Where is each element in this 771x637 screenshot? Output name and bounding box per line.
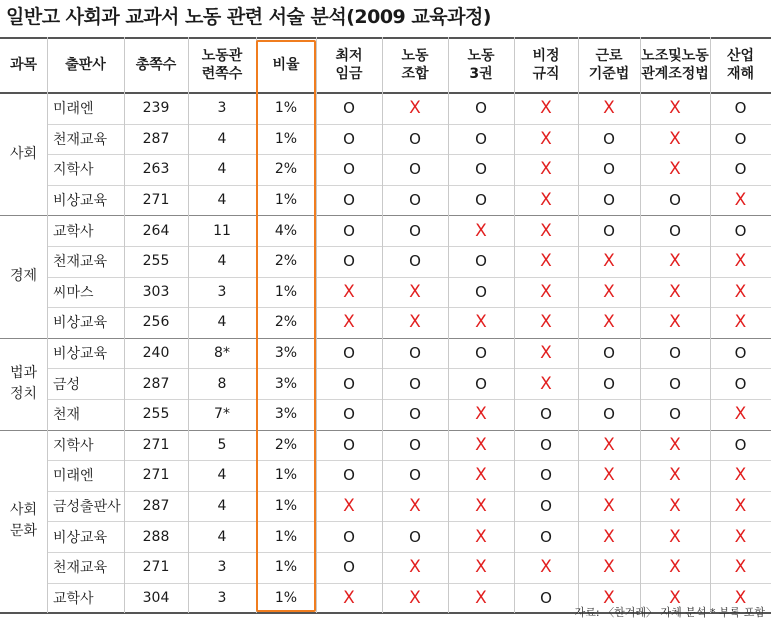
cell-publisher: 금성출판사: [53, 499, 121, 516]
header-line: 규직: [532, 66, 560, 82]
cell-labor-pages: 4: [217, 130, 227, 147]
x-mark: X: [475, 465, 487, 486]
cell-ratio: 1%: [274, 100, 298, 117]
o-mark: O: [669, 374, 681, 393]
cell-publisher: 교학사: [53, 590, 94, 607]
cell-total-pages: 287: [142, 130, 170, 147]
header-labor-union: [382, 37, 448, 93]
cell-ratio: 1%: [274, 467, 298, 484]
column-divider: [47, 37, 48, 613]
o-mark: O: [409, 527, 421, 546]
group-rule: [0, 338, 771, 339]
o-mark: O: [343, 160, 355, 179]
cell-total-pages: 303: [142, 283, 170, 300]
header-line: 노동관: [201, 48, 243, 64]
cell-publisher: 교학사: [53, 223, 94, 240]
header-rule: [0, 92, 771, 94]
cell-labor-pages: 8*: [214, 345, 230, 362]
x-mark: X: [603, 526, 615, 547]
o-mark: O: [343, 435, 355, 454]
cell-publisher: 지학사: [53, 162, 94, 179]
x-mark: X: [540, 98, 552, 119]
x-mark: X: [540, 343, 552, 364]
cell-labor-pages: 4: [217, 528, 227, 545]
cell-total-pages: 255: [142, 406, 170, 423]
o-mark: O: [409, 129, 421, 148]
header-line: 근로: [595, 48, 623, 64]
cell-total-pages: 255: [142, 253, 170, 270]
x-mark: X: [603, 434, 615, 455]
header-union-act: [640, 37, 710, 93]
x-mark: X: [669, 128, 681, 149]
o-mark: O: [475, 344, 487, 363]
column-divider: [514, 37, 515, 613]
o-mark: O: [409, 221, 421, 240]
subject-cell: [0, 215, 47, 337]
column-divider: [124, 37, 125, 613]
cell-ratio: 2%: [274, 253, 298, 270]
x-mark: X: [409, 557, 421, 578]
cell-ratio: 1%: [274, 589, 298, 606]
cell-total-pages: 240: [142, 345, 170, 362]
cell-publisher: 지학사: [53, 437, 94, 454]
o-mark: O: [409, 374, 421, 393]
cell-total-pages: 271: [142, 192, 170, 209]
header-line: 노동: [401, 48, 429, 64]
header-subject: [0, 37, 47, 93]
x-mark: X: [669, 496, 681, 517]
column-divider: [448, 37, 449, 613]
cell-publisher: 금성: [53, 376, 81, 393]
o-mark: O: [669, 344, 681, 363]
cell-total-pages: 264: [142, 222, 170, 239]
cell-publisher: 미래엔: [53, 101, 94, 118]
x-mark: X: [603, 312, 615, 333]
cell-ratio: 1%: [274, 528, 298, 545]
ratio-column-highlight: [256, 40, 316, 612]
o-mark: O: [603, 344, 615, 363]
header-line: 기준법: [588, 66, 630, 82]
x-mark: X: [475, 526, 487, 547]
x-mark: X: [734, 557, 747, 578]
o-mark: O: [734, 221, 747, 240]
o-mark: O: [540, 497, 552, 516]
cell-ratio: 2%: [274, 436, 298, 453]
header-line: 비율: [272, 57, 300, 73]
cell-publisher: 미래엔: [53, 468, 94, 485]
x-mark: X: [475, 220, 487, 241]
x-mark: X: [734, 404, 747, 425]
column-divider: [710, 37, 711, 613]
o-mark: O: [409, 252, 421, 271]
x-mark: X: [669, 526, 681, 547]
x-mark: X: [734, 312, 747, 333]
x-mark: X: [540, 159, 552, 180]
o-mark: O: [343, 191, 355, 210]
subject-line: 정치: [9, 385, 38, 402]
cell-ratio: 1%: [274, 192, 298, 209]
cell-ratio: 1%: [274, 283, 298, 300]
o-mark: O: [343, 129, 355, 148]
subject-cell: [0, 93, 47, 215]
o-mark: O: [540, 527, 552, 546]
x-mark: X: [734, 465, 747, 486]
cell-total-pages: 263: [142, 161, 170, 178]
x-mark: X: [603, 465, 615, 486]
o-mark: O: [409, 160, 421, 179]
cell-publisher: 천재교육: [53, 254, 108, 271]
o-mark: O: [475, 129, 487, 148]
o-mark: O: [343, 344, 355, 363]
x-mark: X: [540, 220, 552, 241]
cell-publisher: 천재교육: [53, 560, 108, 577]
cell-ratio: 1%: [274, 130, 298, 147]
o-mark: O: [343, 374, 355, 393]
cell-labor-pages: 8: [217, 375, 227, 392]
x-mark: X: [734, 496, 747, 517]
cell-ratio: 3%: [274, 345, 298, 362]
o-mark: O: [603, 129, 615, 148]
header-line: 총쪽수: [135, 57, 177, 73]
cell-ratio: 1%: [274, 498, 298, 515]
x-mark: X: [734, 281, 747, 302]
source-note: 자료: 〈한겨레〉 자체 분석 * 부록 포함: [574, 606, 765, 619]
header-line: 재해: [726, 66, 755, 82]
o-mark: O: [343, 527, 355, 546]
x-mark: X: [669, 434, 681, 455]
cell-labor-pages: 3: [217, 283, 227, 300]
cell-labor-pages: 4: [217, 314, 227, 331]
o-mark: O: [475, 252, 487, 271]
x-mark: X: [669, 587, 681, 608]
x-mark: X: [540, 128, 552, 149]
cell-publisher: 비상교육: [53, 315, 108, 332]
column-divider: [188, 37, 189, 613]
cell-ratio: 4%: [274, 222, 298, 239]
x-mark: X: [475, 587, 487, 608]
x-mark: X: [540, 557, 552, 578]
x-mark: X: [734, 251, 747, 272]
header-line: 비정: [532, 48, 560, 64]
o-mark: O: [734, 160, 747, 179]
o-mark: O: [540, 466, 552, 485]
cell-labor-pages: 4: [217, 467, 227, 484]
o-mark: O: [603, 374, 615, 393]
header-line: 련쪽수: [201, 66, 243, 82]
o-mark: O: [409, 435, 421, 454]
x-mark: X: [734, 587, 747, 608]
o-mark: O: [540, 435, 552, 454]
subject-line: 법과: [9, 364, 38, 381]
cell-ratio: 1%: [274, 559, 298, 576]
x-mark: X: [409, 312, 421, 333]
x-mark: X: [475, 434, 487, 455]
x-mark: X: [603, 281, 615, 302]
cell-ratio: 3%: [274, 406, 298, 423]
page-title: 일반고 사회과 교과서 노동 관련 서술 분석(2009 교육과정): [6, 6, 491, 28]
x-mark: X: [603, 251, 615, 272]
header-labor-rights: [448, 37, 514, 93]
x-mark: X: [409, 587, 421, 608]
header-labor-pages: [188, 37, 256, 93]
header-non-regular: [514, 37, 578, 93]
x-mark: X: [475, 557, 487, 578]
header-publisher: [47, 37, 124, 93]
cell-labor-pages: 5: [217, 436, 227, 453]
header-industrial-accident: [710, 37, 771, 93]
o-mark: O: [475, 191, 487, 210]
o-mark: O: [343, 221, 355, 240]
header-line: 산업: [726, 48, 755, 64]
o-mark: O: [409, 344, 421, 363]
cell-labor-pages: 4: [217, 253, 227, 270]
subject-cell: [0, 430, 47, 614]
cell-total-pages: 271: [142, 436, 170, 453]
cell-ratio: 3%: [274, 375, 298, 392]
o-mark: O: [603, 160, 615, 179]
header-line: 조합: [401, 66, 429, 82]
o-mark: O: [669, 191, 681, 210]
cell-total-pages: 271: [142, 559, 170, 576]
x-mark: X: [343, 587, 355, 608]
header-line: 노동: [467, 48, 495, 64]
x-mark: X: [475, 404, 487, 425]
cell-total-pages: 287: [142, 375, 170, 392]
x-mark: X: [669, 251, 681, 272]
x-mark: X: [343, 312, 355, 333]
o-mark: O: [409, 466, 421, 485]
header-line: 관계조정법: [641, 66, 709, 82]
x-mark: X: [540, 190, 552, 211]
cell-publisher: 비상교육: [53, 529, 108, 546]
x-mark: X: [409, 98, 421, 119]
cell-publisher: 비상교육: [53, 346, 108, 363]
x-mark: X: [603, 587, 615, 608]
x-mark: X: [540, 312, 552, 333]
o-mark: O: [603, 221, 615, 240]
cell-publisher: 씨마스: [53, 284, 94, 301]
cell-labor-pages: 4: [217, 498, 227, 515]
cell-labor-pages: 4: [217, 161, 227, 178]
x-mark: X: [540, 373, 552, 394]
o-mark: O: [343, 405, 355, 424]
o-mark: O: [343, 99, 355, 118]
o-mark: O: [603, 191, 615, 210]
x-mark: X: [409, 496, 421, 517]
x-mark: X: [343, 281, 355, 302]
table-top-rule: [0, 37, 771, 39]
x-mark: X: [603, 496, 615, 517]
x-mark: X: [669, 98, 681, 119]
o-mark: O: [343, 252, 355, 271]
header-line: 출판사: [65, 57, 106, 73]
cell-total-pages: 256: [142, 314, 170, 331]
column-divider: [316, 37, 317, 613]
header-labor-standards: [578, 37, 640, 93]
cell-publisher: 비상교육: [53, 193, 108, 210]
x-mark: X: [669, 281, 681, 302]
x-mark: X: [603, 557, 615, 578]
header-total-pages: [124, 37, 188, 93]
x-mark: X: [475, 312, 487, 333]
x-mark: X: [343, 496, 355, 517]
cell-total-pages: 288: [142, 528, 170, 545]
x-mark: X: [734, 190, 747, 211]
x-mark: X: [475, 496, 487, 517]
o-mark: O: [475, 282, 487, 301]
group-rule: [0, 215, 771, 216]
header-line: 3권: [469, 66, 493, 82]
cell-labor-pages: 4: [217, 192, 227, 209]
o-mark: O: [734, 374, 747, 393]
x-mark: X: [409, 281, 421, 302]
header-line: 임금: [335, 66, 363, 82]
o-mark: O: [734, 435, 747, 454]
o-mark: O: [475, 160, 487, 179]
group-rule: [0, 430, 771, 431]
analysis-table: [0, 37, 771, 608]
cell-ratio: 2%: [274, 314, 298, 331]
x-mark: X: [540, 281, 552, 302]
cell-labor-pages: 11: [213, 222, 231, 239]
x-mark: X: [669, 557, 681, 578]
cell-total-pages: 304: [142, 589, 170, 606]
o-mark: O: [669, 405, 681, 424]
x-mark: X: [540, 251, 552, 272]
x-mark: X: [603, 98, 615, 119]
o-mark: O: [540, 588, 552, 607]
column-divider: [640, 37, 641, 613]
cell-total-pages: 271: [142, 467, 170, 484]
subject-line: 문화: [9, 523, 38, 540]
o-mark: O: [475, 374, 487, 393]
o-mark: O: [669, 221, 681, 240]
o-mark: O: [343, 558, 355, 577]
x-mark: X: [669, 312, 681, 333]
cell-total-pages: 239: [142, 100, 170, 117]
header-line: 과목: [9, 57, 38, 73]
o-mark: O: [734, 344, 747, 363]
subject-line: 사회: [9, 502, 38, 519]
subject-cell: [0, 338, 47, 430]
cell-publisher: 천재: [53, 407, 81, 424]
o-mark: O: [409, 191, 421, 210]
subject-line: 사회: [9, 145, 38, 162]
o-mark: O: [734, 129, 747, 148]
cell-labor-pages: 3: [217, 100, 227, 117]
o-mark: O: [343, 466, 355, 485]
o-mark: O: [540, 405, 552, 424]
cell-labor-pages: 3: [217, 589, 227, 606]
o-mark: O: [475, 99, 487, 118]
x-mark: X: [734, 526, 747, 547]
header-min-wage: [316, 37, 382, 93]
cell-publisher: 천재교육: [53, 131, 108, 148]
o-mark: O: [734, 99, 747, 118]
cell-labor-pages: 7*: [214, 406, 230, 423]
cell-labor-pages: 3: [217, 559, 227, 576]
cell-ratio: 2%: [274, 161, 298, 178]
header-line: 최저: [335, 48, 363, 64]
column-divider: [382, 37, 383, 613]
x-mark: X: [669, 159, 681, 180]
header-line: 노조및노동: [641, 48, 709, 64]
subject-line: 경제: [9, 268, 38, 285]
o-mark: O: [603, 405, 615, 424]
cell-total-pages: 287: [142, 498, 170, 515]
x-mark: X: [669, 465, 681, 486]
column-divider: [578, 37, 579, 613]
o-mark: O: [409, 405, 421, 424]
